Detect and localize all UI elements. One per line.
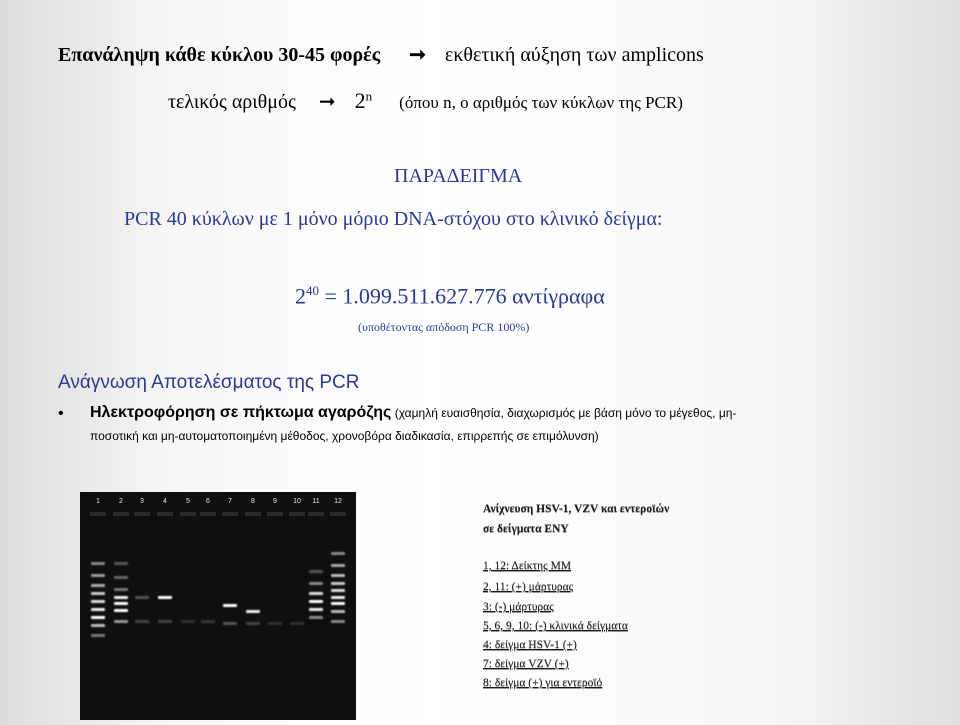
legend-item: 5, 6, 9, 10: (-) κλινικά δείγματα	[483, 620, 628, 632]
gel-band	[158, 596, 172, 599]
gel-band	[135, 596, 149, 599]
gel-band	[114, 602, 128, 605]
legend-item: 3: (-) μάρτυρας	[483, 601, 554, 613]
lane-label: 12	[334, 498, 342, 505]
bullet-bold: Ηλεκτροφόρηση σε πήκτωμα αγαρόζης	[90, 404, 392, 421]
gel-band	[91, 634, 105, 637]
bullet-line	[90, 404, 736, 422]
gel-band	[114, 588, 128, 591]
gel-band	[114, 562, 128, 565]
lane-label: 10	[293, 498, 301, 505]
legend-item: 2, 11: (+) μάρτυρας	[483, 581, 574, 593]
lane-label: 7	[228, 498, 232, 505]
exponential-text: εκθετική αύξηση των amplicons	[444, 44, 704, 66]
gel-well	[90, 512, 106, 516]
section-heading: Ανάγνωση Αποτελέσματος της PCR	[58, 372, 360, 393]
gel-band	[331, 620, 345, 623]
gel-band	[91, 608, 105, 611]
power-exponent: n	[365, 88, 373, 104]
lane-label: 6	[206, 498, 210, 505]
gel-band	[114, 576, 128, 579]
gel-band	[114, 609, 128, 612]
gel-band	[114, 620, 128, 623]
bullet-icon: •	[58, 405, 64, 422]
gel-band	[201, 620, 215, 623]
example-title: ΠΑΡΑΔΕΙΓΜΑ	[394, 165, 523, 187]
gel-band	[91, 600, 105, 603]
formula-result: = 1.099.511.627.776 αντίγραφα	[319, 283, 605, 309]
gel-band	[268, 622, 282, 625]
gel-band	[309, 592, 323, 595]
example-line: PCR 40 κύκλων με 1 μόνο μόριο DNA-στόχου στο κλινικό δείγμα:	[124, 208, 663, 230]
formula-note: (υποθέτοντας απόδοση PCR 100%)	[358, 320, 530, 334]
gel-band	[91, 616, 105, 619]
gel-band	[223, 604, 237, 607]
formula	[295, 283, 605, 309]
right-arrow-icon: ➞	[409, 44, 426, 66]
gel-band	[331, 596, 345, 599]
gel-band	[331, 564, 345, 567]
gel-caption-line-1: Ανίχνευση HSV-1, VZV και εντεροϊών	[483, 503, 670, 515]
lane-label: 9	[273, 498, 277, 505]
gel-band	[91, 562, 105, 565]
repeat-line	[58, 42, 704, 67]
gel-band	[331, 552, 345, 555]
gel-band	[290, 622, 304, 625]
gel-well	[180, 512, 196, 516]
gel-band	[91, 574, 105, 577]
lane-label: 8	[251, 498, 255, 505]
gel-well	[308, 512, 324, 516]
gel-band	[91, 584, 105, 587]
formula-exponent: 40	[306, 283, 319, 298]
bullet-continuation: ποσοτική και μη-αυτοματοποιημένη μέθοδος, χρονοβόρα διαδικασία, επιρρεπής σε επιμόλυνση)	[90, 429, 599, 443]
gel-band	[331, 589, 345, 592]
power-base: 2	[354, 88, 366, 113]
lane-label: 3	[140, 498, 144, 505]
final-number-label: τελικός αριθμός	[168, 91, 296, 113]
repeat-text: Επανάληψη κάθε κύκλου 30-45 φορές	[58, 44, 381, 66]
legend-item: 8: δείγμα (+) για εντεροϊό	[483, 677, 603, 689]
gel-well	[245, 512, 261, 516]
gel-band	[309, 570, 323, 573]
gel-band	[135, 620, 149, 623]
gel-caption-line-2: σε δείγματα ΕΝΥ	[483, 523, 569, 535]
gel-band	[223, 622, 237, 625]
gel-image	[80, 492, 356, 720]
gel-band	[309, 582, 323, 585]
gel-well	[267, 512, 283, 516]
right-arrow-icon: ➞	[318, 91, 336, 113]
gel-band	[91, 624, 105, 627]
gel-band	[91, 592, 105, 595]
lane-label: 11	[312, 498, 320, 505]
lane-label: 2	[119, 498, 123, 505]
final-number-line	[168, 88, 683, 114]
gel-well	[289, 512, 305, 516]
gel-well	[134, 512, 150, 516]
gel-well	[222, 512, 238, 516]
gel-band	[331, 574, 345, 577]
legend-item: 1, 12: Δείκτης ΜΜ	[483, 560, 572, 572]
final-number-note: (όπου n, ο αριθμός των κύκλων της PCR)	[399, 93, 683, 112]
gel-band	[246, 622, 260, 625]
gel-band	[114, 596, 128, 599]
gel-well	[157, 512, 173, 516]
lane-label: 4	[163, 498, 167, 505]
gel-band	[331, 602, 345, 605]
gel-band	[246, 610, 260, 613]
gel-band	[309, 616, 323, 619]
legend-item: 4: δείγμα HSV-1 (+)	[483, 639, 577, 651]
lane-label: 5	[186, 498, 190, 505]
gel-well	[113, 512, 129, 516]
lane-label: 1	[96, 498, 100, 505]
gel-svg	[80, 492, 356, 720]
bullet-note: (χαμηλή ευαισθησία, διαχωρισμός με βάση μόνο το μέγεθος, μη-	[391, 406, 737, 420]
legend-item: 7: δείγμα VZV (+)	[483, 658, 569, 670]
gel-band	[158, 620, 172, 623]
gel-well	[200, 512, 216, 516]
gel-well	[330, 512, 346, 516]
gel-band	[309, 608, 323, 611]
gel-band	[331, 610, 345, 613]
gel-band	[181, 620, 195, 623]
gel-band	[331, 582, 345, 585]
formula-base: 2	[295, 283, 306, 309]
gel-band	[309, 600, 323, 603]
